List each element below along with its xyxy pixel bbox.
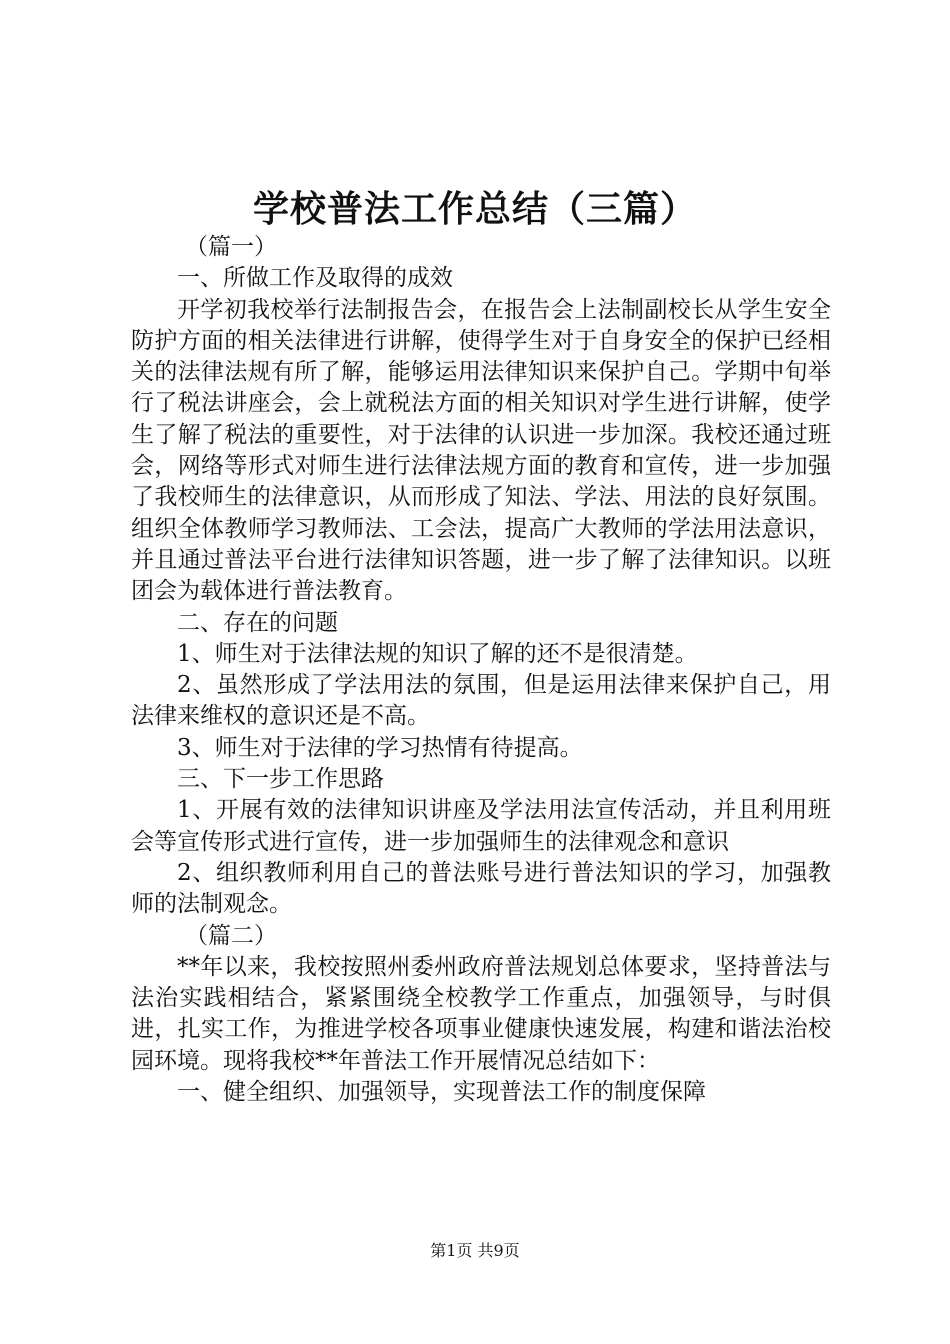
list-item: 1、开展有效的法律知识讲座及学法用法宣传活动，并且利用班会等宣传形式进行宣传，进一步加强师生的法律观念和意识 [131, 797, 831, 855]
document-title: 学校普法工作总结（三篇） [252, 188, 697, 230]
page-footer: 第1页 共9页 [430, 1241, 520, 1260]
list-item: 2、组织教师利用自己的普法账号进行普法知识的学习，加强教师的法制观念。 [131, 859, 831, 918]
section-heading: 一、所做工作及取得的成效 [177, 265, 453, 292]
list-item: 2、虽然形成了学法用法的氛围，但是运用法律来保护自己，用法律来维权的意识还是不高。 [131, 672, 831, 730]
body-paragraph: **年以来，我校按照州委州政府普法规划总体要求，坚持普法与法治实践相结合，紧紧围绕全校教学工作重点，加强领导，与时俱进，扎实工作，为推进学校各项事业健康快速发展，构建和谐法治校园环境。现将我校**年普法工作开展情况总结如下： [131, 953, 831, 1074]
list-item: 3、师生对于法律的学习热情有待提高。 [177, 734, 583, 761]
document-body [131, 232, 831, 1108]
body-paragraph: 开学初我校举行法制报告会，在报告会上法制副校长从学生安全防护方面的相关法律进行讲解，使得学生对于自身安全的保护已经相关的法律法规有所了解，能够运用法律知识来保护自己。学期中旬举行了税法讲座会，会上就税法方面的相关知识对学生进行讲解，使学生了解了税法的重要性，对于法律的认识进一步加深。我校还通过班会，网络等形式对师生进行法律法规方面的教育和宣传，进一步加强了我校师生的法律意识，从而形成了知法、学法、用法的良好氛围。组织全体教师学习教师法、工会法，提高广大教师的学法用法意识，并且通过普法平台进行法律知识答题，进一步了解了法律知识。以班团会为载体进行普法教育。 [131, 296, 831, 605]
section-heading: 二、存在的问题 [177, 609, 338, 636]
section-heading: 一、健全组织、加强领导，实现普法工作的制度保障 [177, 1079, 706, 1106]
section-heading-part-one: （篇一） [185, 234, 277, 260]
section-heading-part-two: （篇二） [185, 922, 277, 949]
section-heading: 三、下一步工作思路 [177, 766, 384, 793]
list-item: 1、师生对于法律法规的知识了解的还不是很清楚。 [177, 640, 698, 667]
